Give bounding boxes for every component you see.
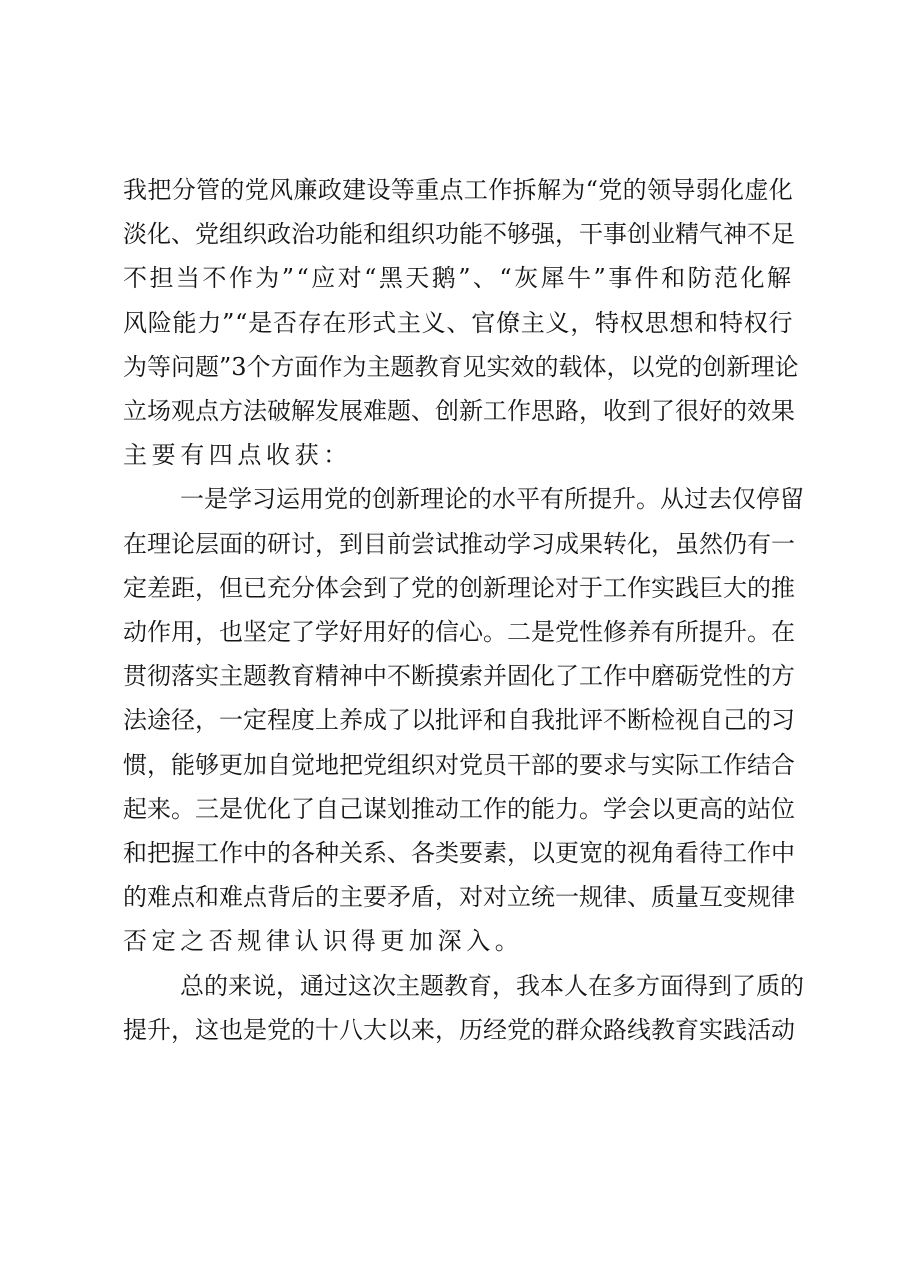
text-line: 的难点和难点背后的主要矛盾，对对立统一规律、质量互变规律 [123, 883, 795, 912]
document-body [123, 168, 804, 1052]
text-line: 否定之否规律认识得更加深入。 [123, 927, 524, 956]
text-line: 立场观点方法破解发展难题、创新工作思路，收到了很好的效果 [123, 397, 795, 426]
text-line: 定差距，但已充分体会到了党的创新理论对于工作实践巨大的推 [123, 573, 795, 602]
text-line: 不担当不作为”“应对“黑天鹅”、“灰犀牛”事件和防范化解 [123, 264, 794, 293]
paragraph-3 [123, 964, 804, 1052]
text-line: 和把握工作中的各种关系、各类要素，以更宽的视角看待工作中 [123, 839, 795, 868]
paragraph-2 [123, 477, 804, 963]
text-line: 提升，这也是党的十八大以来，历经党的群众路线教育实践活动 [123, 1015, 795, 1044]
text-line: 为等问题”3个方面作为主题教育见实效的载体，以党的创新理论 [123, 352, 799, 381]
text-line: 风险能力”“是否存在形式主义、官僚主义，特权思想和特权行 [123, 308, 794, 337]
text-line: 总的来说，通过这次主题教育，我本人在多方面得到了质的 [180, 971, 804, 1000]
text-line: 淡化、党组织政治功能和组织功能不够强，干事创业精气神不足 [123, 220, 795, 249]
text-line: 惯，能够更加自觉地把党组织对党员干部的要求与实际工作结合 [123, 750, 795, 779]
text-line: 法途径，一定程度上养成了以批评和自我批评不断检视自己的习 [123, 706, 795, 735]
text-line: 起来。三是优化了自己谋划推动工作的能力。学会以更高的站位 [123, 794, 795, 823]
paragraph-1 [123, 168, 799, 477]
text-line: 一是学习运用党的创新理论的水平有所提升。从过去仅停留 [180, 485, 804, 514]
text-line: 在理论层面的研讨，到目前尝试推动学习成果转化，虽然仍有一 [123, 529, 795, 558]
text-line: 贯彻落实主题教育精神中不断摸索并固化了工作中磨砺党性的方 [123, 662, 795, 691]
text-line: 我把分管的党风廉政建设等重点工作拆解为“党的领导弱化虚化 [123, 176, 794, 204]
text-line: 动作用，也坚定了学好用好的信心。二是党性修养有所提升。在 [123, 618, 795, 647]
text-line: 主要有四点收获： [123, 441, 352, 470]
